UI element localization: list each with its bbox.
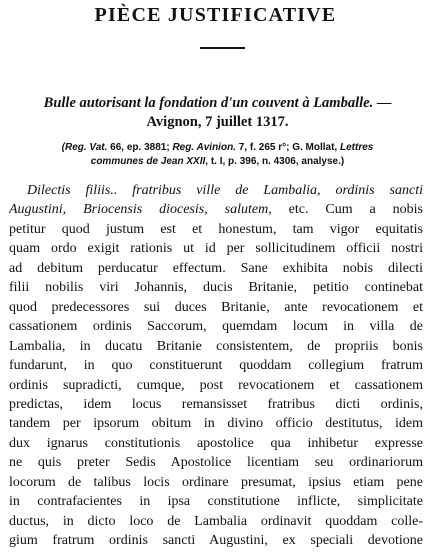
body-text-segment: ductus, in dicto loco de Lambalia ordinavit quoddam colle- bbox=[9, 513, 423, 529]
body-line bbox=[9, 514, 423, 530]
body-text-segment: locorum de talibus locis ordinare presumat, ipsius etiam pene bbox=[9, 474, 423, 490]
body-line bbox=[9, 202, 423, 218]
body-text-segment: ne quis preter Sedis Apostolice licentiam seu ordinariorum bbox=[9, 455, 423, 471]
reference-segment: 66, ep. 3881; bbox=[107, 142, 173, 153]
heading-dash: — bbox=[373, 95, 392, 111]
body-line bbox=[9, 280, 423, 296]
body-text-segment: petitur quod justum est et honestum, tam vigor equitatis bbox=[9, 221, 423, 237]
body-line bbox=[9, 241, 423, 257]
body-text-segment: Dilectis filiis.. fratribus ville de Lambalia, ordinis sancti bbox=[27, 183, 423, 198]
body-text-segment: Lambalia, in ducatu Britanie consistentem, de propriis bonis bbox=[9, 338, 423, 354]
body-text-segment: tandem per ipsorum obitum in divino officio destitutus, idem bbox=[9, 416, 423, 432]
body-text-segment: fundarunt, in quo constituerunt quoddam collegium fratrum bbox=[9, 358, 423, 373]
body-line bbox=[9, 436, 423, 452]
body-line bbox=[9, 455, 423, 471]
body-line bbox=[27, 183, 423, 199]
body-text-segment: predictas, idem locus remansisset fratribus dicti ordinis, bbox=[9, 396, 423, 412]
body-line bbox=[9, 261, 423, 277]
heading-italic-text: Bulle autorisant la fondation d'un couvent à Lamballe. bbox=[43, 95, 374, 111]
body-text-segment: gium fratrum ordinis sancti Augustini, ex speciali devotione bbox=[9, 533, 423, 549]
reference-segment: communes de Jean XXII bbox=[90, 156, 206, 167]
body-line bbox=[9, 319, 423, 335]
body-line bbox=[9, 533, 423, 549]
body-text-segment: cassationem ordinis Saccorum, quemdam locum in villa de bbox=[9, 319, 423, 335]
reference-line bbox=[10, 142, 425, 153]
body-line bbox=[9, 300, 423, 316]
body-text-segment: in contrafacientes in ipsa constitutione inflicte, simplicitate bbox=[9, 494, 423, 510]
reference-segment: 7, f. 265 r°; G. Mollat, bbox=[235, 142, 340, 153]
body-text-segment: quam ordo exigit rationis ut id per sollicitudinem officii nostri bbox=[9, 241, 423, 257]
document-heading-line-1 bbox=[10, 95, 425, 112]
body-line bbox=[9, 339, 423, 355]
body-text-segment: ordinis supradicti, cumque, post revocationem et cassationem bbox=[9, 377, 423, 393]
title-rule bbox=[200, 47, 245, 49]
body-text-segment: filii nobilis viri Johannis, ducis Britanie, petitio continebat bbox=[9, 280, 423, 296]
reference-line bbox=[10, 156, 425, 167]
reference-segment: , t. I, p. 396, n. 4306, analyse.) bbox=[205, 156, 345, 167]
reference-segment: Lettres bbox=[340, 142, 374, 153]
body-text-segment: Augustini, Briocensis diocesis, salutem, bbox=[9, 202, 272, 218]
body-line bbox=[9, 494, 423, 510]
body-line bbox=[9, 358, 423, 374]
page-title: PIÈCE JUSTIFICATIVE bbox=[94, 4, 337, 26]
body-text-segment: quod predecessores sui duces Britanie, ante revocationem et bbox=[9, 299, 423, 315]
body-line bbox=[9, 378, 423, 394]
body-line bbox=[9, 222, 423, 238]
body-line bbox=[9, 397, 423, 413]
body-line bbox=[9, 416, 423, 432]
body-line bbox=[9, 475, 423, 491]
document-heading-date: Avignon, 7 juillet 1317. bbox=[146, 114, 289, 130]
reference-segment: Reg. Avinion. bbox=[172, 142, 236, 153]
reference-segment: (Reg. Vat. bbox=[61, 142, 108, 153]
body-text-segment: ad debitum perducatur effectum. Sane exhibita nobis dilecti bbox=[9, 260, 423, 276]
body-text-segment: etc. Cum a nobis bbox=[271, 202, 423, 218]
body-text-segment: dux ignarus constitutionis apostolice qua inhibetur expresse bbox=[9, 435, 423, 451]
